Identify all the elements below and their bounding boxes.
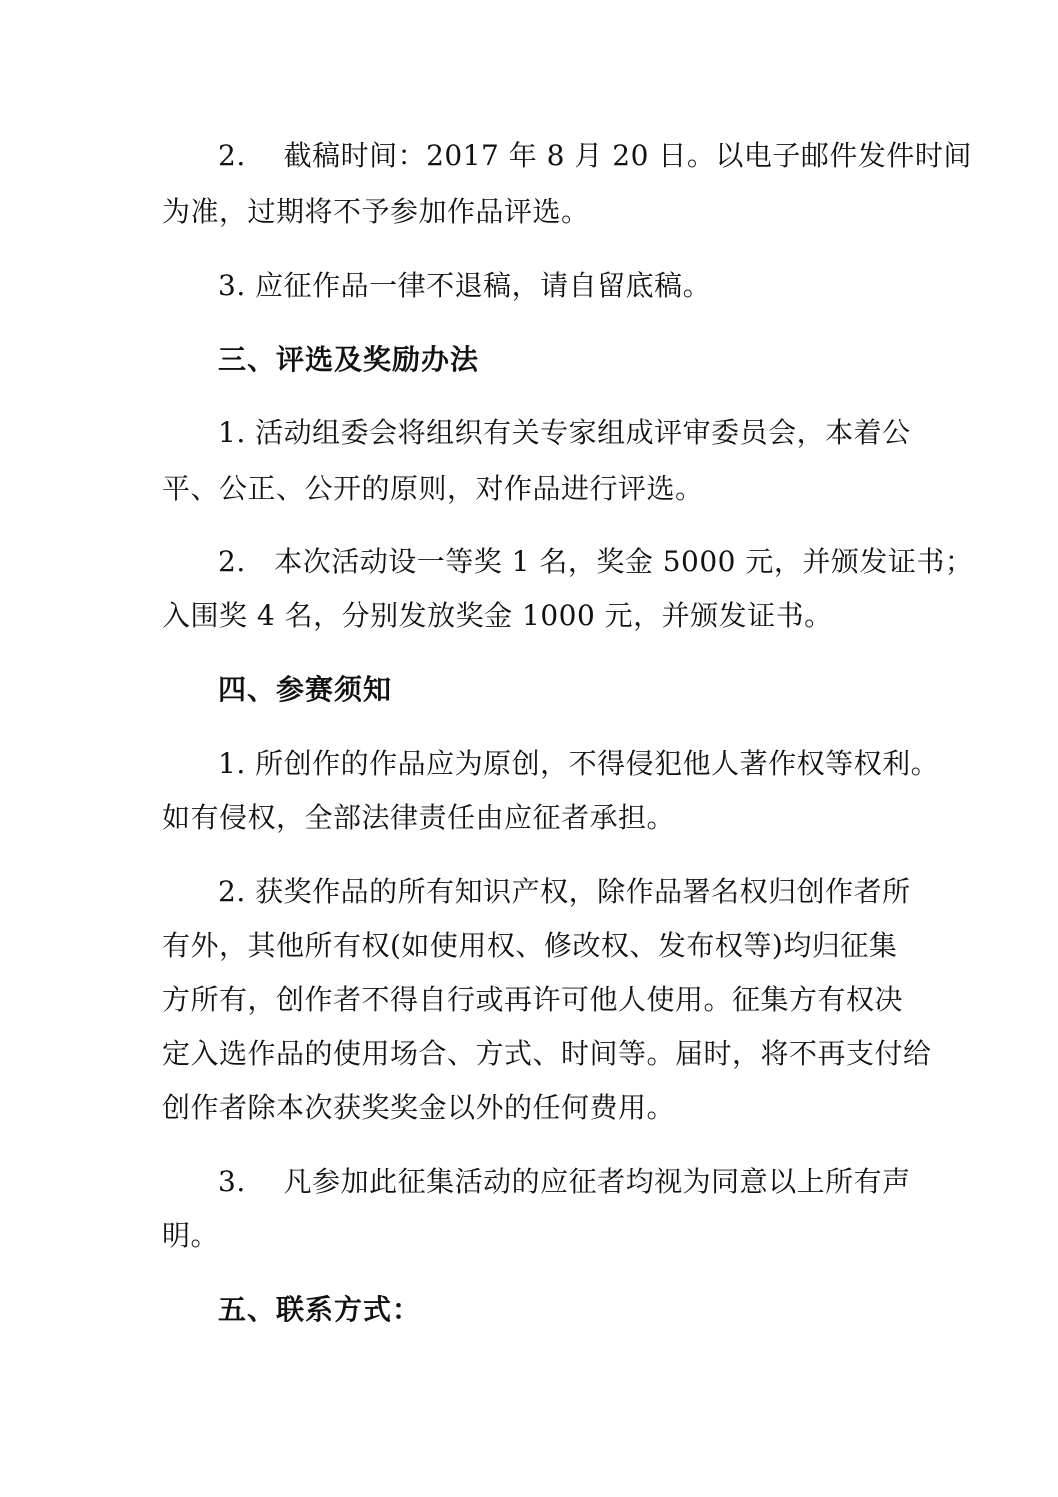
review-committee-line-2: 平、公正、公开的原则，对作品进行评选。: [162, 472, 704, 505]
deadline-line-2: 为准，过期将不予参加作品评选。: [162, 195, 590, 228]
originality-line-1: 1. 所创作的作品应为原创，不得侵犯他人著作权等权利。: [218, 747, 940, 780]
ip-rights-line-3: 方所有，创作者不得自行或再许可他人使用。征集方有权决: [162, 983, 904, 1016]
review-committee-line-1: 1. 活动组委会将组织有关专家组成评审委员会，本着公: [218, 416, 911, 449]
agreement-line-2: 明。: [162, 1219, 220, 1252]
section-heading-3: 三、评选及奖励办法: [218, 343, 480, 376]
prize-line-2: 入围奖 4 名，分别发放奖金 1000 元，并颁发证书。: [162, 599, 833, 632]
prize-line-1: 2. 本次活动设一等奖 1 名，奖金 5000 元，并颁发证书；: [218, 545, 974, 578]
deadline-line-1: 2. 截稿时间：2017 年 8 月 20 日。以电子邮件发件时间: [218, 139, 972, 172]
no-return-line: 3. 应征作品一律不退稿，请自留底稿。: [218, 269, 712, 302]
section-heading-4: 四、参赛须知: [218, 673, 393, 706]
section-heading-5: 五、联系方式：: [218, 1293, 422, 1326]
ip-rights-line-4: 定入选作品的使用场合、方式、时间等。届时，将不再支付给: [162, 1037, 932, 1070]
originality-line-2: 如有侵权，全部法律责任由应征者承担。: [162, 801, 676, 834]
ip-rights-line-5: 创作者除本次获奖奖金以外的任何费用。: [162, 1091, 676, 1124]
ip-rights-line-1: 2. 获奖作品的所有知识产权，除作品署名权归创作者所: [218, 875, 911, 908]
agreement-line-1: 3. 凡参加此征集活动的应征者均视为同意以上所有声: [218, 1165, 911, 1198]
ip-rights-line-2: 有外，其他所有权(如使用权、修改权、发布权等)均归征集: [162, 929, 898, 962]
